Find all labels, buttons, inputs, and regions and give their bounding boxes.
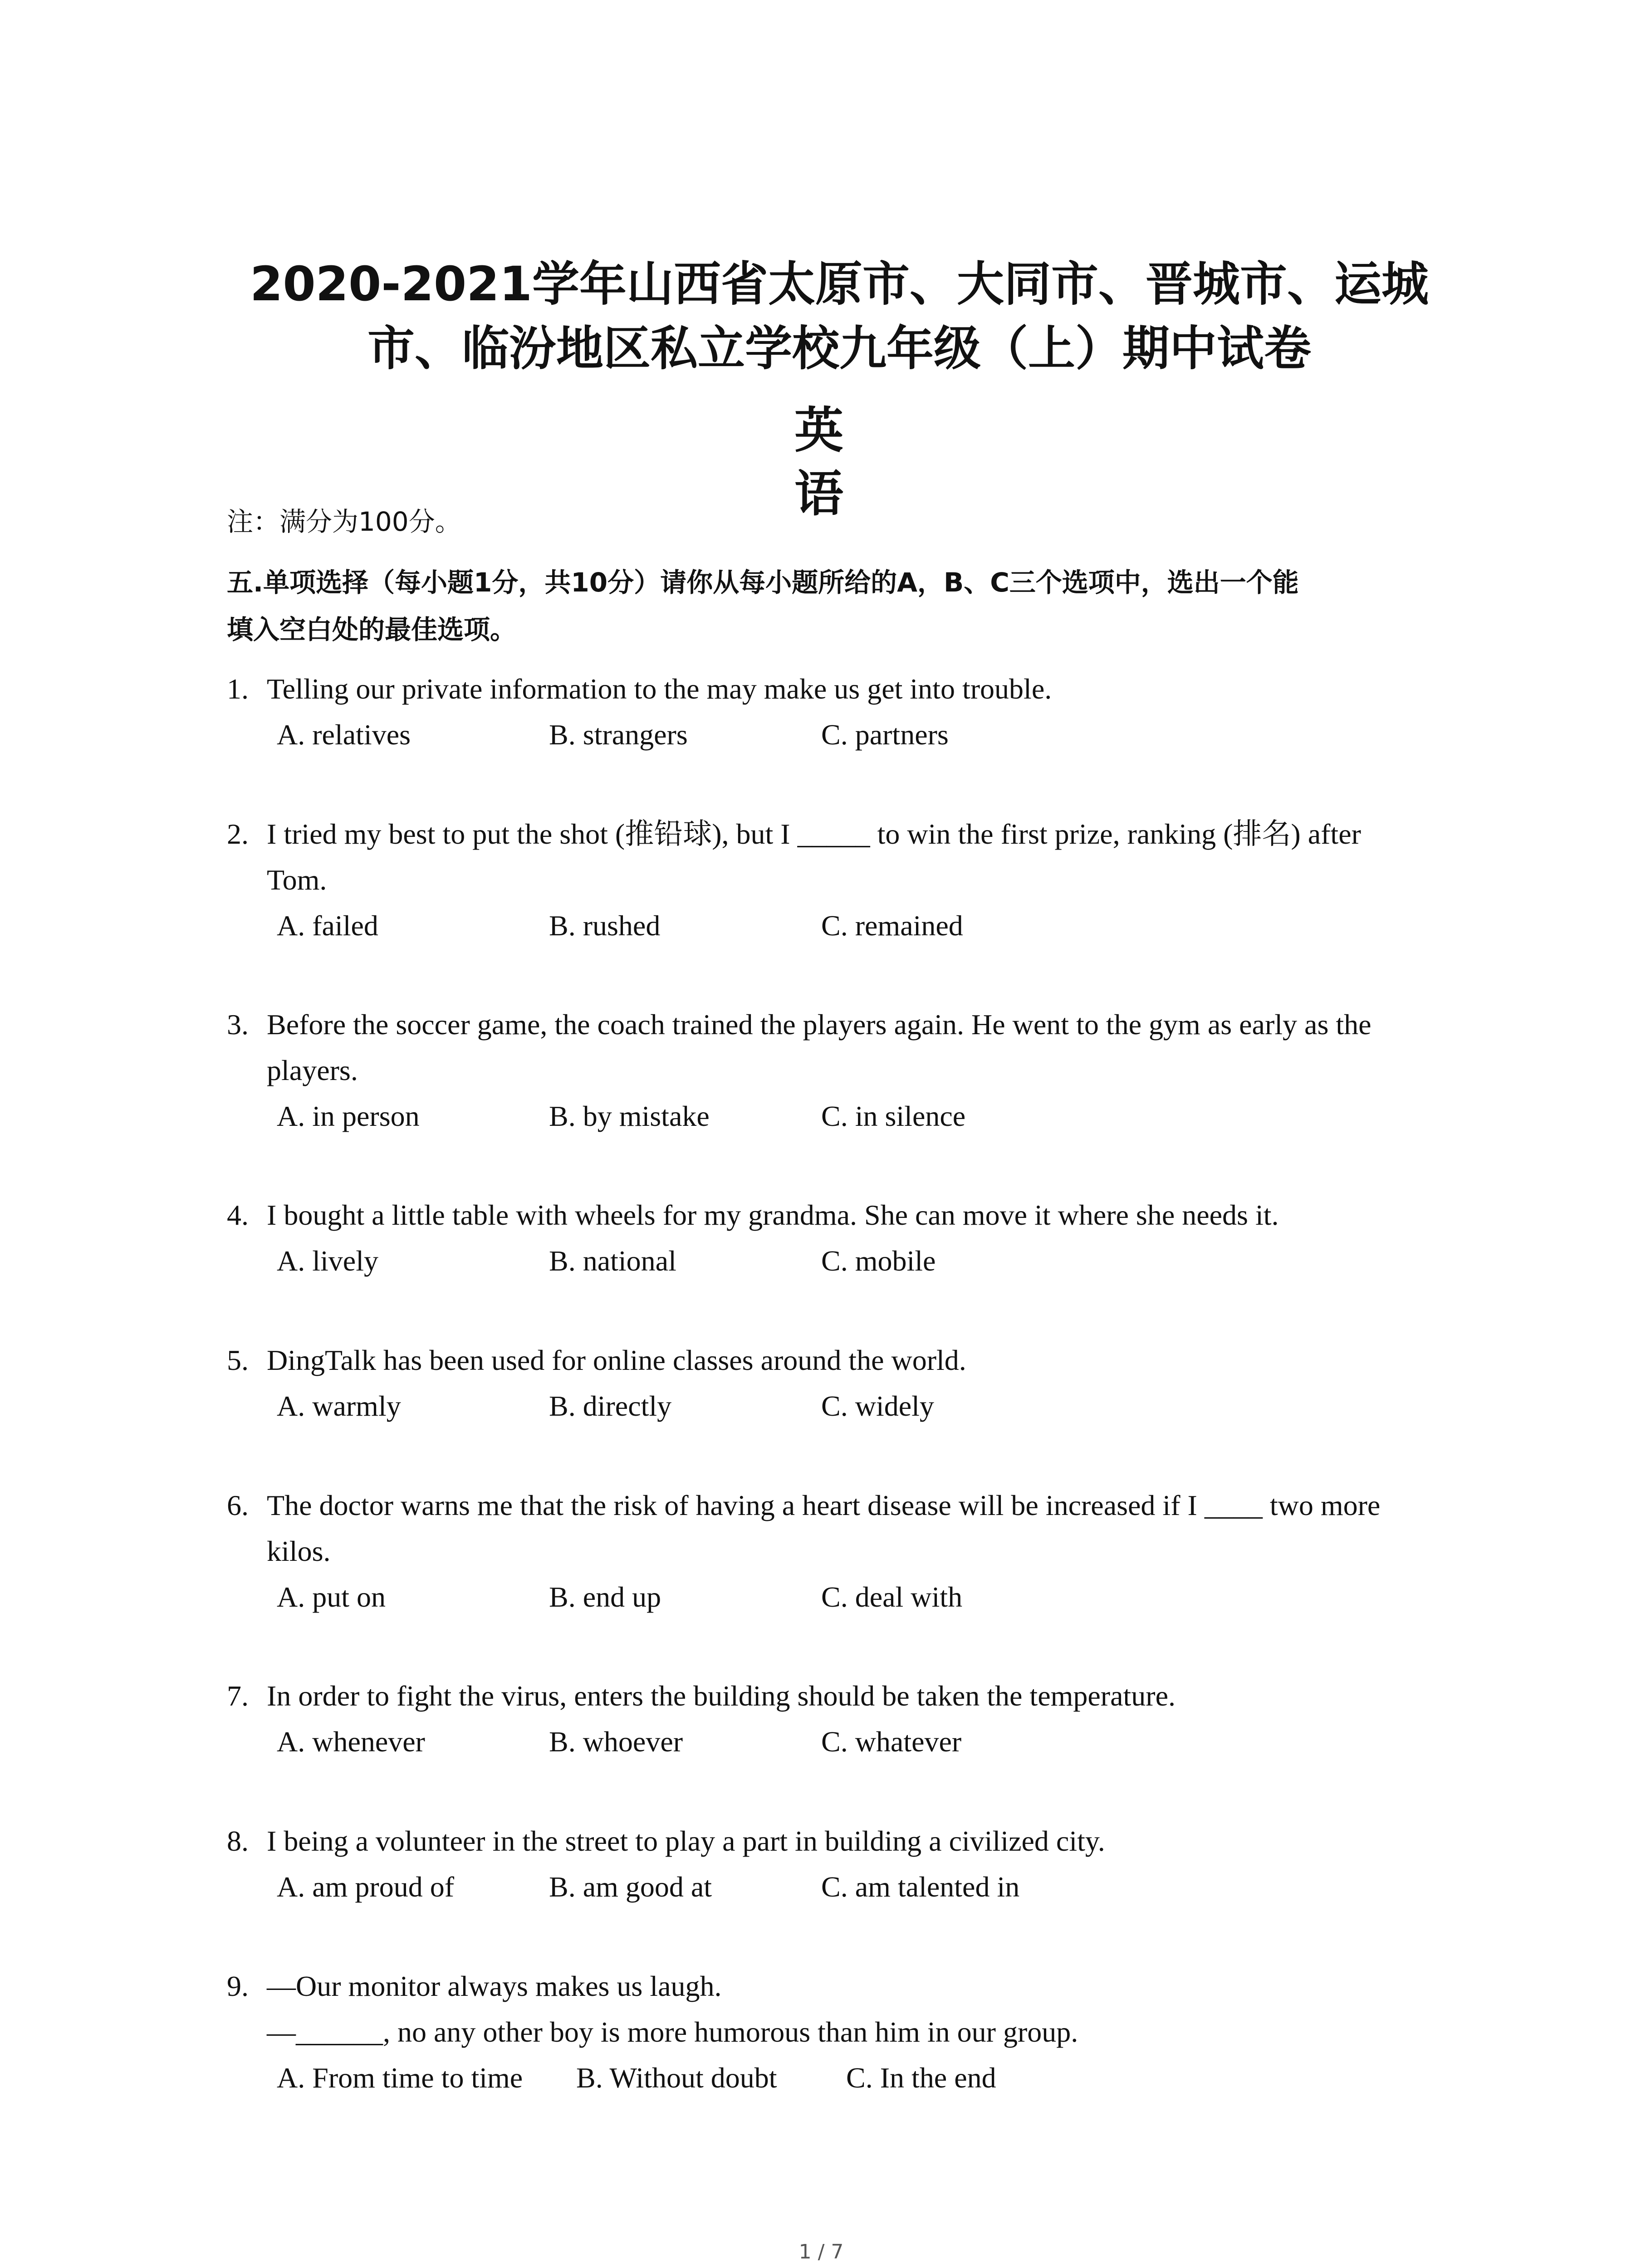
score-note: 注：满分为100分。 (227, 506, 461, 537)
question-number: 5. (227, 1344, 249, 1376)
page-number: 1 / 7 (798, 2240, 844, 2263)
section-title-line-2: 填入空白处的最佳选项。 (227, 614, 517, 645)
question-text: The doctor warns me that the risk of having a heart disease will be increased if I ____ two more (267, 1489, 1381, 1521)
question-text: Telling our private information to the may make us get into trouble. (267, 673, 1052, 705)
question-text-continued: players. (267, 1054, 358, 1086)
option-b: B. am good at (549, 1871, 712, 1903)
question-2 (227, 811, 1452, 948)
section-instructions (227, 559, 1452, 653)
option-a: A. lively (277, 1245, 378, 1277)
title-line-2: 市、临汾地区私立学校九年级（上）期中试卷 (367, 321, 1311, 376)
question-text: I bought a little table with wheels for my grandma. She can move it where she needs it. (267, 1199, 1279, 1231)
option-c: C. deal with (821, 1581, 963, 1613)
question-text: DingTalk has been used for online classes around the world. (267, 1344, 966, 1376)
question-4 (227, 1192, 1452, 1284)
subject-heading: 英语 (794, 402, 893, 523)
option-b: B. directly (549, 1390, 672, 1422)
option-a: A. failed (277, 909, 378, 942)
option-c: C. partners (821, 719, 949, 751)
question-text: In order to fight the virus, enters the building should be taken the temperature. (267, 1680, 1176, 1712)
option-a: A. in person (277, 1100, 420, 1132)
question-7 (227, 1673, 1452, 1765)
question-text: I tried my best to put the shot (推铅球), but I _____ to win the first prize, ranking (排名) after (267, 818, 1361, 850)
option-c: C. mobile (821, 1245, 936, 1277)
option-a: A. am proud of (277, 1871, 455, 1903)
document-title (227, 252, 1452, 381)
question-number: 3. (227, 1008, 249, 1041)
option-b: B. strangers (549, 719, 688, 751)
answer-options (277, 1864, 1452, 1910)
question-number: 8. (227, 1825, 249, 1857)
question-number: 6. (227, 1489, 249, 1521)
question-8 (227, 1818, 1452, 1910)
question-number: 2. (227, 818, 249, 850)
answer-options (277, 1093, 1452, 1139)
question-6 (227, 1482, 1452, 1620)
option-a: A. put on (277, 1581, 386, 1613)
option-b: B. end up (549, 1581, 661, 1613)
question-text-continued: —______, no any other boy is more humorous than him in our group. (267, 2016, 1078, 2048)
option-a: A. warmly (277, 1390, 401, 1422)
question-number: 4. (227, 1199, 249, 1231)
answer-options (277, 2055, 1452, 2101)
option-c: C. In the end (846, 2062, 996, 2094)
title-line-1: 2020-2021学年山西省太原市、大同市、晋城市、运城 (250, 256, 1429, 312)
option-c: C. remained (821, 909, 963, 942)
question-text-continued: Tom. (267, 864, 327, 896)
option-c: C. am talented in (821, 1871, 1020, 1903)
option-a: A. whenever (277, 1725, 425, 1758)
answer-options (277, 1238, 1452, 1284)
answer-options (277, 712, 1452, 758)
option-c: C. widely (821, 1390, 934, 1422)
question-text: I being a volunteer in the street to play a part in building a civilized city. (267, 1825, 1105, 1857)
option-b: B. national (549, 1245, 676, 1277)
answer-options (277, 1383, 1452, 1429)
option-c: C. whatever (821, 1725, 962, 1758)
question-text: Before the soccer game, the coach trained the players again. He went to the gym as early as the (267, 1008, 1372, 1041)
question-text: —Our monitor always makes us laugh. (267, 1970, 722, 2002)
option-a: A. relatives (277, 719, 411, 751)
question-text-continued: kilos. (267, 1535, 331, 1567)
question-number: 9. (227, 1970, 249, 2002)
answer-options (277, 1574, 1452, 1620)
question-number: 1. (227, 673, 249, 705)
question-1 (227, 666, 1452, 758)
option-b: B. rushed (549, 909, 661, 942)
section-title-line-1: 五.单项选择（每小题1分，共10分）请你从每小题所给的A，B、C三个选项中，选出一个能 (227, 567, 1299, 598)
option-b: B. by mistake (549, 1100, 710, 1132)
option-b: B. whoever (549, 1725, 683, 1758)
option-b: B. Without doubt (576, 2062, 777, 2094)
answer-options (277, 903, 1452, 948)
option-a: A. From time to time (277, 2062, 523, 2094)
question-number: 7. (227, 1680, 249, 1712)
option-c: C. in silence (821, 1100, 966, 1132)
answer-options (277, 1719, 1452, 1765)
question-3 (227, 1002, 1452, 1139)
question-5 (227, 1337, 1452, 1429)
question-9 (227, 1963, 1452, 2101)
